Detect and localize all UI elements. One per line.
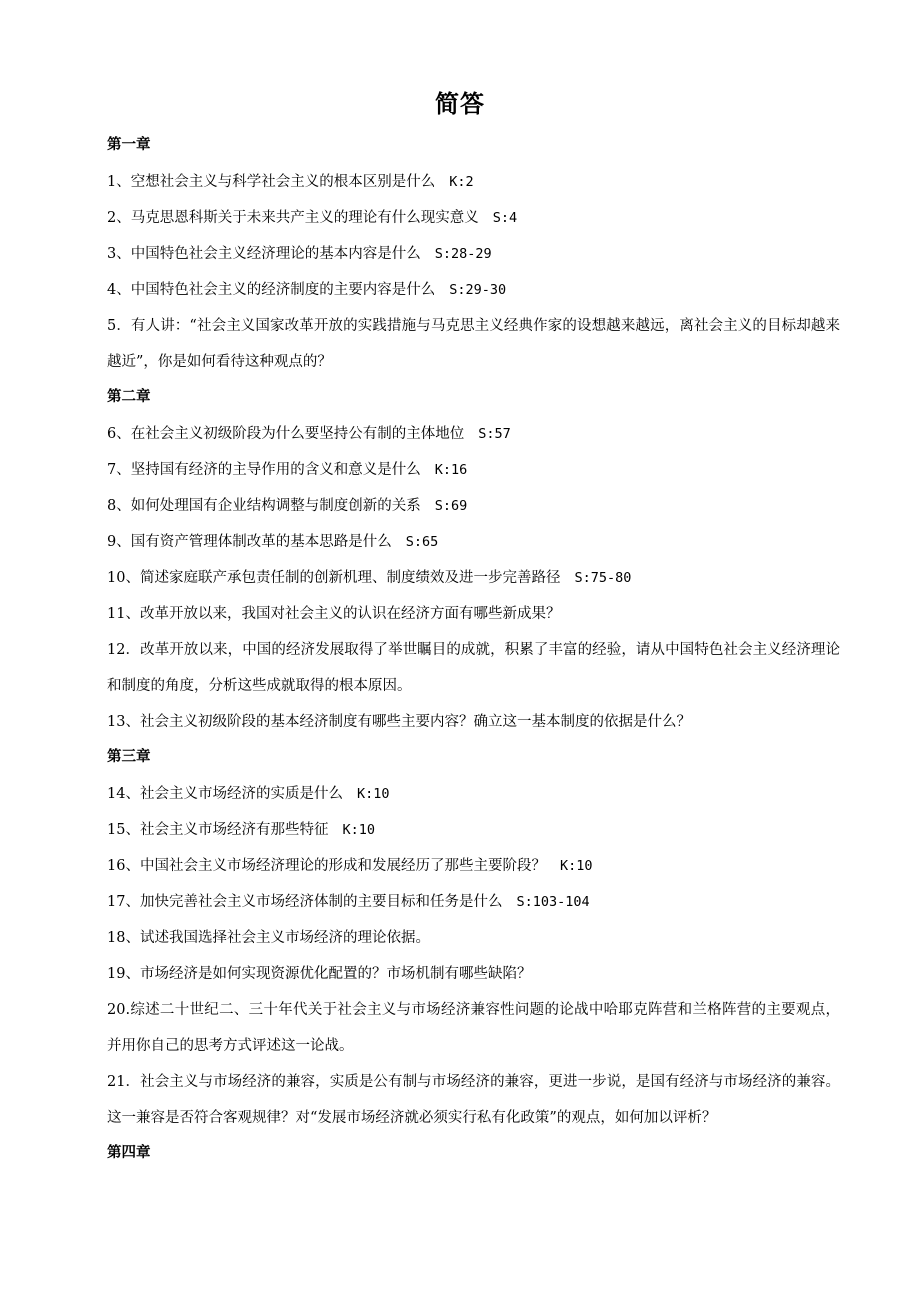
- question-item: [107, 488, 840, 524]
- question-item: [107, 164, 840, 200]
- page-reference: S:4: [492, 210, 518, 226]
- question-item: [107, 524, 840, 560]
- chapter-heading: 第一章: [107, 137, 151, 153]
- question-text: 11、改革开放以来，我国对社会主义的认识在经济方面有哪些新成果？: [107, 606, 561, 622]
- question-item: [107, 308, 840, 380]
- question-item: [107, 416, 840, 452]
- page-reference: S:29-30: [449, 282, 507, 298]
- question-text: 18、试述我国选择社会主义市场经济的理论依据。: [107, 930, 430, 946]
- question-text: 7、坚持国有经济的主导作用的含义和意义是什么: [107, 462, 421, 478]
- question-text: 1、空想社会主义与科学社会主义的根本区别是什么: [107, 174, 436, 190]
- question-text: 3、中国特色社会主义经济理论的基本内容是什么: [107, 246, 421, 262]
- chapter-heading: 第三章: [107, 749, 151, 765]
- page-reference: S:75-80: [574, 570, 632, 586]
- question-item: [107, 200, 840, 236]
- question-item: [107, 884, 840, 920]
- question-item: [107, 452, 840, 488]
- question-item: [107, 992, 840, 1064]
- question-text: 6、在社会主义初级阶段为什么要坚持公有制的主体地位: [107, 426, 465, 442]
- question-text: 15、社会主义市场经济有那些特征: [107, 822, 329, 838]
- question-item: [107, 272, 840, 308]
- question-text: 5．有人讲：“社会主义国家改革开放的实践措施与马克思主义经典作家的设想越来越远，离社会主义的目标却越来越近”，你是如何看待这种观点的？: [107, 318, 840, 370]
- question-item: [107, 812, 840, 848]
- chapter-heading: 第四章: [107, 1145, 151, 1161]
- question-text: 16、中国社会主义市场经济理论的形成和发展经历了那些主要阶段？: [107, 858, 546, 874]
- question-text: 8、如何处理国有企业结构调整与制度创新的关系: [107, 498, 421, 514]
- page-reference: K:10: [356, 786, 390, 802]
- question-item: [107, 236, 840, 272]
- question-item: [107, 956, 840, 992]
- question-text: 10、简述家庭联产承包责任制的创新机理、制度绩效及进一步完善路径: [107, 570, 561, 586]
- question-text: 19、市场经济是如何实现资源优化配置的？市场机制有哪些缺陷？: [107, 966, 532, 982]
- question-item: [107, 848, 840, 884]
- question-item: [107, 632, 840, 704]
- question-text: 12．改革开放以来，中国的经济发展取得了举世瞩目的成就，积累了丰富的经验，请从中国特色社会主义经济理论和制度的角度，分析这些成就取得的根本原因。: [107, 642, 840, 694]
- question-list: [107, 128, 840, 1172]
- page-reference: K:2: [449, 174, 474, 190]
- question-item: [107, 1064, 840, 1136]
- question-item: [107, 704, 840, 740]
- page-reference: K:10: [342, 822, 375, 838]
- question-text: 14、社会主义市场经济的实质是什么: [107, 786, 343, 802]
- page-reference: S:65: [405, 534, 439, 550]
- question-text: 17、加快完善社会主义市场经济体制的主要目标和任务是什么: [107, 894, 503, 910]
- question-item: [107, 776, 840, 812]
- page-reference: S:57: [478, 426, 511, 442]
- page-reference: S:103-104: [516, 894, 590, 910]
- page-reference: S:69: [434, 498, 468, 514]
- question-item: [107, 920, 840, 956]
- question-text: 21．社会主义与市场经济的兼容，实质是公有制与市场经济的兼容，更进一步说，是国有经济与市场经济的兼容。这一兼容是否符合客观规律？对“发展市场经济就必须实行私有化政策”的观点，如何加以评析？: [107, 1074, 840, 1126]
- question-text: 20.综述二十世纪二、三十年代关于社会主义与市场经济兼容性问题的论战中哈耶克阵营和兰格阵营的主要观点，并用你自己的思考方式评述这一论战。: [107, 1002, 840, 1054]
- page-reference: K:16: [434, 462, 468, 478]
- chapter-heading: 第二章: [107, 389, 151, 405]
- question-text: 4、中国特色社会主义的经济制度的主要内容是什么: [107, 282, 436, 298]
- question-item: [107, 560, 840, 596]
- page-reference: S:28-29: [434, 246, 492, 262]
- question-text: 13、社会主义初级阶段的基本经济制度有哪些主要内容？确立这一基本制度的依据是什么？: [107, 714, 691, 730]
- question-item: [107, 596, 840, 632]
- question-text: 2、马克思恩科斯关于未来共产主义的理论有什么现实意义: [107, 210, 479, 226]
- question-text: 9、国有资产管理体制改革的基本思路是什么: [107, 534, 392, 550]
- page-reference: K:10: [559, 858, 593, 874]
- page-title: 简答: [435, 90, 485, 118]
